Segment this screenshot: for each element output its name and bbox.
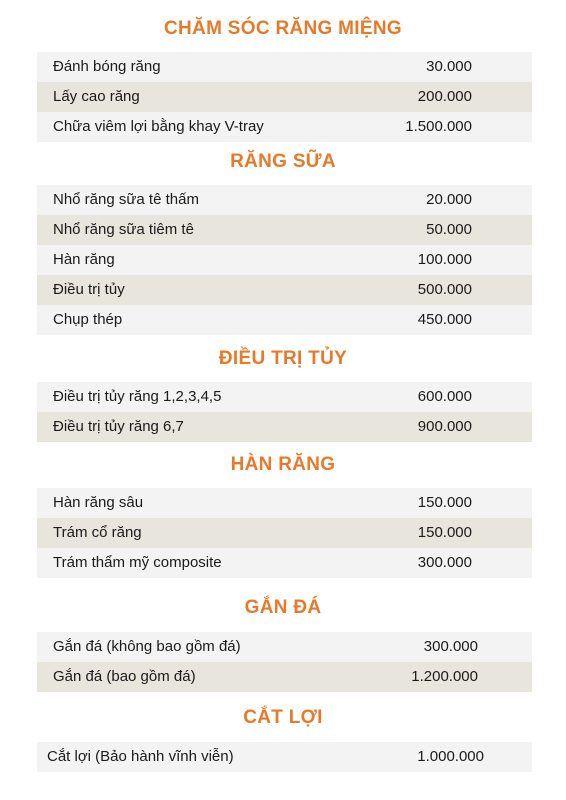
section-title-rang-sua: RĂNG SỮA bbox=[230, 151, 336, 172]
service-name: Trám thẩm mỹ composite bbox=[53, 554, 222, 571]
service-price: 300.000 bbox=[417, 554, 472, 571]
table-row bbox=[37, 742, 532, 772]
service-price: 900.000 bbox=[417, 418, 472, 435]
service-name: Trám cổ răng bbox=[53, 524, 142, 541]
table-row bbox=[37, 662, 532, 692]
service-price: 50.000 bbox=[426, 221, 472, 238]
section-title-han-rang: HÀN RĂNG bbox=[230, 454, 336, 475]
table-row bbox=[37, 305, 532, 335]
table-row bbox=[37, 52, 532, 82]
service-name: Gắn đá (bao gồm đá) bbox=[53, 668, 196, 685]
section-title-gan-da: GẮN ĐÁ bbox=[244, 597, 322, 618]
service-name: Gắn đá (không bao gồm đá) bbox=[53, 638, 241, 655]
table-row bbox=[37, 488, 532, 518]
table-row bbox=[37, 275, 532, 305]
price-table-dieu-tri-tuy bbox=[37, 382, 532, 442]
table-row bbox=[37, 185, 532, 215]
section-title-cat-loi: CẮT LỢI bbox=[243, 707, 323, 728]
service-name: Cắt lợi (Bảo hành vĩnh viễn) bbox=[47, 748, 234, 765]
table-row bbox=[37, 215, 532, 245]
service-name: Hàn răng sâu bbox=[53, 494, 144, 511]
service-price: 450.000 bbox=[417, 311, 472, 328]
service-price: 150.000 bbox=[417, 524, 472, 541]
price-table-rang-sua bbox=[37, 185, 532, 335]
price-table-cham-soc bbox=[37, 52, 532, 142]
table-row bbox=[37, 245, 532, 275]
section-title-cham-soc: CHĂM SÓC RĂNG MIỆNG bbox=[164, 18, 402, 39]
table-row bbox=[37, 518, 532, 548]
table-row bbox=[37, 112, 532, 142]
service-price: 1.000.000 bbox=[417, 748, 484, 765]
service-name: Hàn răng bbox=[53, 251, 115, 268]
service-name: Chữa viêm lợi bằng khay V-tray bbox=[53, 118, 264, 135]
service-name: Điều trị tủy răng 1,2,3,4,5 bbox=[53, 388, 222, 405]
service-price: 300.000 bbox=[423, 638, 478, 655]
service-price: 1.200.000 bbox=[411, 668, 478, 685]
price-table-cat-loi bbox=[37, 742, 532, 772]
service-price: 150.000 bbox=[417, 494, 472, 511]
table-row bbox=[37, 548, 532, 578]
table-row bbox=[37, 82, 532, 112]
service-price: 500.000 bbox=[417, 281, 472, 298]
service-name: Nhổ răng sữa tê thấm bbox=[53, 191, 199, 208]
service-name: Chụp thép bbox=[53, 311, 123, 328]
service-price: 600.000 bbox=[417, 388, 472, 405]
service-price: 200.000 bbox=[417, 88, 472, 105]
service-name: Nhổ răng sữa tiêm tê bbox=[53, 221, 194, 238]
table-row bbox=[37, 412, 532, 442]
table-row bbox=[37, 632, 532, 662]
section-title-dieu-tri-tuy: ĐIỀU TRỊ TỦY bbox=[218, 348, 348, 369]
table-row bbox=[37, 382, 532, 412]
price-table-han-rang bbox=[37, 488, 532, 578]
service-name: Điều trị tủy bbox=[53, 281, 125, 298]
service-name: Lấy cao răng bbox=[53, 88, 140, 105]
service-name: Điều trị tủy răng 6,7 bbox=[53, 418, 184, 435]
service-price: 1.500.000 bbox=[405, 118, 472, 135]
service-name: Đánh bóng răng bbox=[53, 58, 161, 75]
service-price: 20.000 bbox=[426, 191, 472, 208]
service-price: 100.000 bbox=[417, 251, 472, 268]
price-table-gan-da bbox=[37, 632, 532, 692]
service-price: 30.000 bbox=[426, 58, 472, 75]
